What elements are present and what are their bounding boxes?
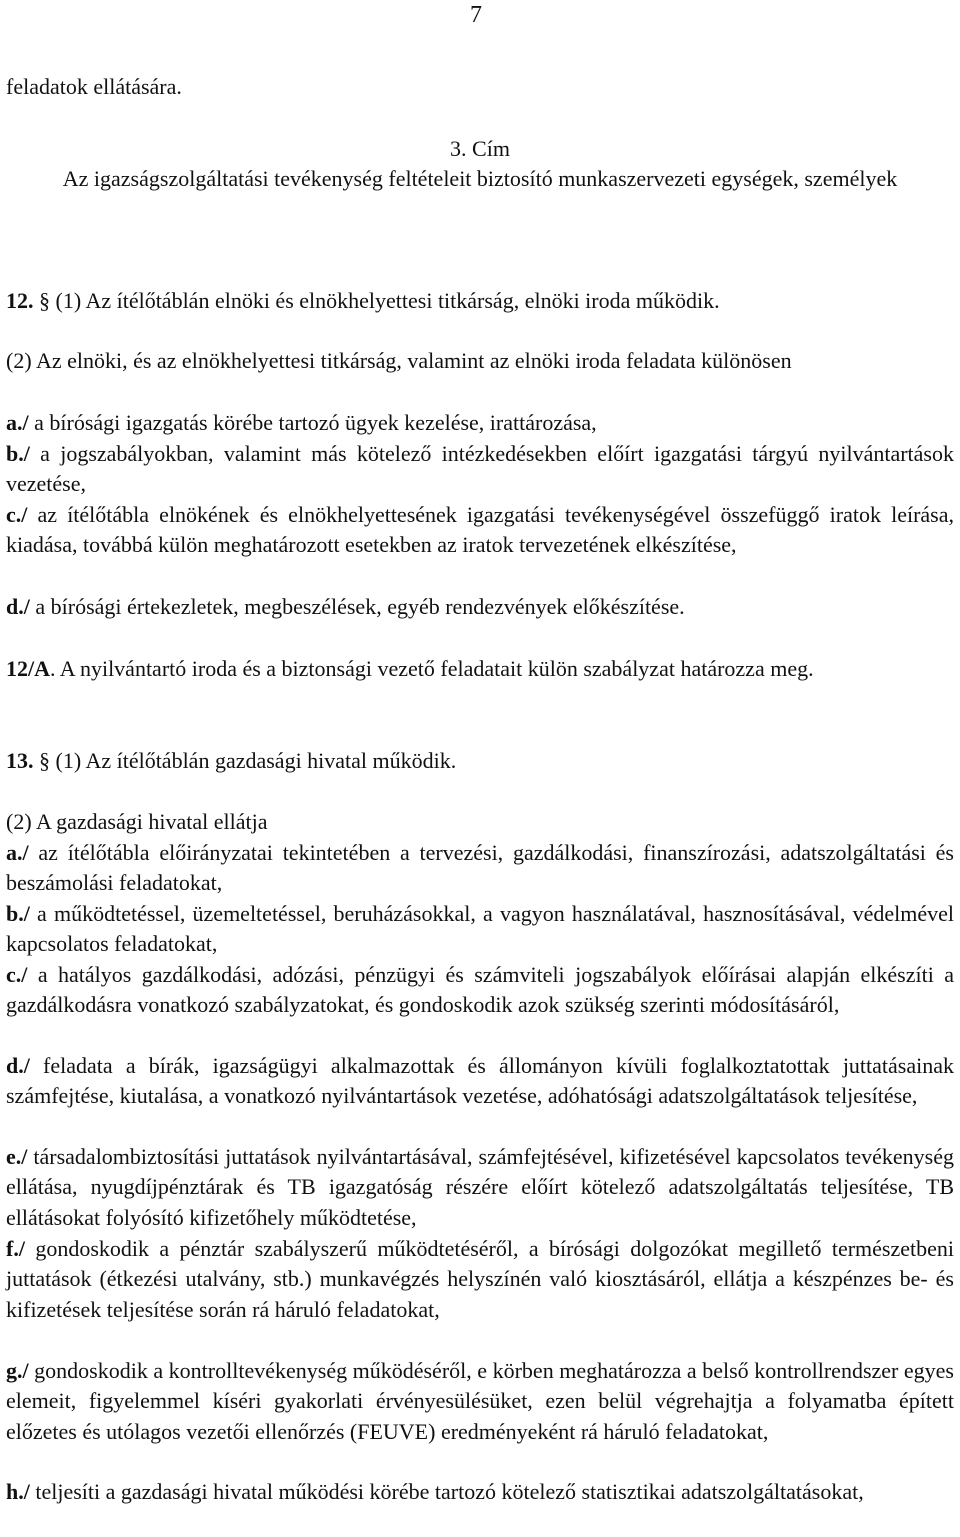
- s12-item-b-text: a jogszabályokban, valamint más kötelező intézkedésekben előírt igazgatási tárgyú nyilvántartások vezetése,: [6, 441, 954, 497]
- s13-item-h-label: h./: [6, 1479, 30, 1504]
- s12-number: 12.: [6, 288, 34, 313]
- s12-item-a: [6, 408, 954, 438]
- s13-para-2: (2) A gazdasági hivatal ellátja: [6, 809, 268, 834]
- section-sign-icon: §: [39, 748, 50, 773]
- s12-text-1: (1) Az ítélőtáblán elnöki és elnökhelyettesi titkárság, elnöki iroda működik.: [50, 288, 720, 313]
- s13-item-b: [6, 899, 954, 960]
- s12-item-a-label: a./: [6, 410, 29, 435]
- page-number: 7: [470, 2, 482, 28]
- s13-item-d-label: d./: [6, 1053, 30, 1078]
- s13-item-e: [6, 1142, 954, 1233]
- s13-item-g: [6, 1356, 954, 1447]
- s12-item-b-label: b./: [6, 441, 30, 466]
- s12-item-c-label: c./: [6, 502, 28, 527]
- s13-item-b-text: a működtetéssel, üzemeltetéssel, beruházásokkal, a vagyon használatával, hasznosításával, védelmével kapcsolatos feladatokat,: [6, 901, 954, 957]
- s13-item-c: [6, 960, 954, 1021]
- s13-item-b-label: b./: [6, 901, 30, 926]
- s13-item-h: [6, 1477, 954, 1507]
- s12-item-c-text: az ítélőtábla elnökének és elnökhelyettesének igazgatási tevékenységével összefüggő iratok leírása, kiadása, továbbá külön meghatározott esetekben az iratok tervezetének elkészítése,: [6, 502, 954, 558]
- s13-item-f-text: gondoskodik a pénztár szabályszerű működtetéséről, a bírósági dolgozókat megillető természetbeni juttatások (étkezési utalvány, stb.) munkavégzés helyszínén való kiosztásáról, ellátja a készpénzes be- és kifizetések teljesítése során rá háruló feladatokat,: [6, 1236, 954, 1322]
- s12-item-c: [6, 500, 954, 561]
- s13-item-e-label: e./: [6, 1144, 28, 1169]
- s13-item-d-text: feladata a bírák, igazságügyi alkalmazottak és állományon kívüli foglalkoztatottak juttatásainak számfejtése, kiutalása, a vonatkozó nyilvántartások vezetése, adóhatósági adatszolgáltatások teljesítése,: [6, 1053, 954, 1109]
- s12a-number: 12/A: [6, 656, 50, 681]
- s12-item-b: [6, 439, 954, 500]
- s13-item-c-text: a hatályos gazdálkodási, adózási, pénzügyi és számviteli jogszabályok előírásai alapján elkészíti a gazdálkodásra vonatkozó szabályzatokat, és gondoskodik azok szükség szerinti módosításáról,: [6, 962, 954, 1018]
- s13-item-d: [6, 1051, 954, 1112]
- s13-text-1: (1) Az ítélőtáblán gazdasági hivatal működik.: [50, 748, 457, 773]
- s12a-para: [6, 654, 954, 684]
- s12a-text: . A nyilvántartó iroda és a biztonsági vezető feladatait külön szabályzat határozza meg.: [50, 656, 814, 681]
- s13-item-g-label: g./: [6, 1358, 29, 1383]
- s12-item-d-text: a bírósági értekezletek, megbeszélések, egyéb rendezvények előkészítése.: [29, 594, 685, 619]
- s13-item-f-label: f./: [6, 1236, 25, 1261]
- s12-para-2: (2) Az elnöki, és az elnökhelyettesi titkárság, valamint az elnöki iroda feladata különösen: [6, 348, 792, 373]
- lead-line: feladatok ellátására.: [6, 74, 182, 99]
- s12-item-d-label: d./: [6, 594, 30, 619]
- s13-item-c-label: c./: [6, 962, 28, 987]
- s13-item-h-text: teljesíti a gazdasági hivatal működési körébe tartozó kötelező statisztikai adatszolgáltatásokat,: [29, 1479, 864, 1504]
- s13-item-a-text: az ítélőtábla előirányzatai tekintetében a tervezési, gazdálkodási, finanszírozási, adatszolgáltatási és beszámolási feladatokat,: [6, 840, 954, 896]
- s13-item-f: [6, 1234, 954, 1325]
- s13-item-a: [6, 838, 954, 899]
- s12-item-a-text: a bírósági igazgatás körébe tartozó ügyek kezelése, irattározása,: [28, 410, 597, 435]
- s13-number: 13.: [6, 748, 34, 773]
- s13-item-a-label: a./: [6, 840, 29, 865]
- s13-item-g-text: gondoskodik a kontrolltevékenység működéséről, e körben meghatározza a belső kontrollrendszer egyes elemeit, figyelemmel kíséri gyakorlati érvényesülésüket, ezen belül végrehajtja a folyamatba épített előzetes és utólagos vezetői ellenőrzés (FEUVE) eredményeként rá háruló feladatokat,: [6, 1358, 954, 1444]
- section-sign-icon: §: [39, 288, 50, 313]
- section-heading-number: 3. Cím: [450, 136, 510, 161]
- s13-para-1: [6, 746, 954, 776]
- section-heading-title: Az igazságszolgáltatási tevékenység feltételeit biztosító munkaszervezeti egységek, személyek: [62, 166, 898, 191]
- s12-item-d: [6, 592, 954, 622]
- s12-para-1: [6, 286, 954, 316]
- s13-item-e-text: társadalombiztosítási juttatások nyilvántartásával, számfejtésével, kifizetésével kapcsolatos tevékenység ellátása, nyugdíjpénztárak és TB igazgatóság részére előírt kötelező adatszolgáltatás teljesítése, TB ellátásokat folyósító kifizetőhely működtetése,: [6, 1144, 954, 1230]
